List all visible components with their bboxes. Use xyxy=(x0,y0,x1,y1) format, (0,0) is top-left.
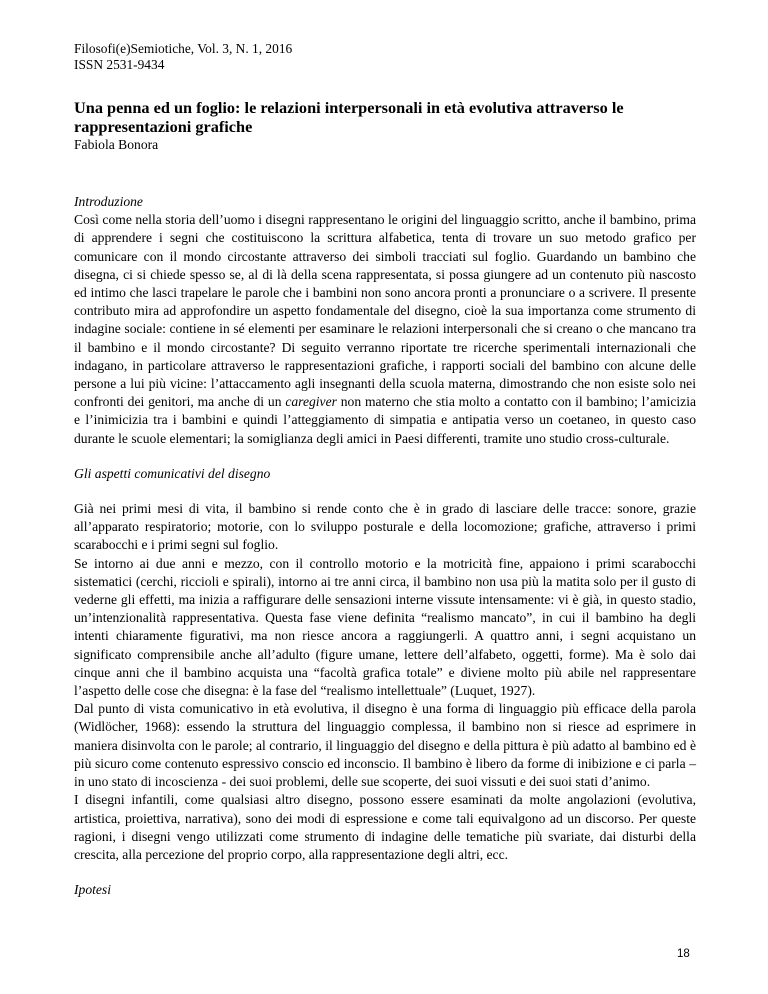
comm-paragraph-1: Già nei primi mesi di vita, il bambino si rende conto che è in grado di lasciare delle tracce: sonore, grazie all’apparato respiratorio; motorie, con lo sviluppo posturale e della locomozione; grafiche, attraverso i primi scarabocchi e i primi segni sul foglio. xyxy=(74,501,696,553)
intro-text: Così come nella storia dell’uomo i disegni rappresentano le origini del linguaggio scritto, anche il bambino, prima di apprendere i segni che costituiscono la scrittura alfabetica, tenta di trovare un suo metodo grafico per comunicare con il mondo circostante attraverso dei simboli tracciati sul foglio. Guardando un bambino che disegna, ci si chiede spesso se, al di là della scena rappresentata, si possa giungere ad un contenuto più nascosto ed intimo che lasci trapelare le parole che i bambini non sono ancora pronti a pronunciare o a scrivere. Il presente contributo mira ad approfondire un aspetto fondamentale del disegno, cioè la sua importanza come strumento di indagine sociale: contiene in sé elementi per esaminare le relazioni interpersonali che si creano o che mancano tra il bambino e il mondo circostante? Di seguito verranno riportate tre ricerche sperimentali internazionali che indagano, in particolare attraverso le rappresentazioni grafiche, i rapporti sociali del bambino con alcune delle persone a lui più vicine: l’attaccamento agli insegnanti della scuola materna, dimostrando che non esiste solo nei confronti dei genitori, ma anche di un xyxy=(74,212,696,410)
article-title: Una penna ed un foglio: le relazioni interpersonali in età evolutiva attraverso le rappresentazioni grafiche xyxy=(74,98,624,136)
caregiver-term: caregiver xyxy=(285,394,337,410)
section-heading-ipotesi: Ipotesi xyxy=(74,882,111,898)
section-heading-aspetti-comunicativi: Gli aspetti comunicativi del disegno xyxy=(74,465,271,481)
intro-paragraph xyxy=(74,211,696,448)
journal-name: Filosofi(e)Semiotiche, Vol. 3, N. 1, 2016 xyxy=(74,41,293,56)
intro-text-end: non materno che stia molto a contatto con il bambino; l’amicizia e l’inimicizia tra i bambini e quindi l’atteggiamento di simpatia e antipatia verso un coetaneo, in questo caso durante le scuole elementari; la somiglianza degli amici in Paesi differenti, tramite uno studio cross-culturale. xyxy=(74,394,697,446)
comm-paragraph-3: Dal punto di vista comunicativo in età evolutiva, il disegno è una forma di linguaggio più efficace della parola (Widlöcher, 1968): essendo la struttura del linguaggio complessa, il bambino non si riesce ad esprimere in maniera disinvolta con le parole; al contrario, il linguaggio del disegno e della pittura è più adatto al bambino ed è più sicuro come contenuto espressivo conscio ed inconscio. Il bambino è libero da forme di inibizione e ci parla – in uno stato di incoscienza - dei suoi problemi, delle sue scoperte, dei suoi vissuti e dei suoi stati d’animo. xyxy=(74,701,696,790)
article-body xyxy=(74,193,696,899)
comm-paragraph-2: Se intorno ai due anni e mezzo, con il controllo motorio e la motricità fine, appaiono i primi scarabocchi sistematici (cerchi, riccioli e spirali), intorno ai tre anni circa, il bambino non usa più la matita solo per il gusto di vederne gli effetti, ma inizia a raffigurare delle sensazioni interne vissute intensamente: vi è già, in questo stadio, un’intenzionalità rappresentativa. Questa fase viene definita “realismo mancato”, in cui il bambino ha degli intenti chiaramente figurativi, ma non riesce ancora a raggiungerli. A quattro anni, i segni acquistano un significato comprensibile anche all’adulto (figure umane, lettere dell’alfabeto, oggetti, forme). Ma è solo dai cinque anni che il bambino acquista una “facoltà grafica totale” e diviene molto più abile nel rappresentare l’aspetto delle cose che disegna: è la fase del “realismo intellettuale” (Luquet, 1927). xyxy=(74,555,696,699)
journal-header xyxy=(74,41,292,73)
comm-paragraph-4: I disegni infantili, come qualsiasi altro disegno, possono essere esaminati da molte angolazioni (evolutiva, artistica, proiettiva, narrativa), sono dei modi di espressione e come tali equivalgono ad un discorso. Per queste ragioni, i disegni vengo utilizzati come strumento di indagine delle tematiche più svariate, dai disturbi della crescita, alla percezione del proprio corpo, alla rappresentazione degli altri, ecc. xyxy=(74,792,696,862)
page-number: 18 xyxy=(677,948,690,960)
author-name: Fabiola Bonora xyxy=(74,137,159,152)
issn: ISSN 2531-9434 xyxy=(74,57,165,72)
section-heading-introduzione: Introduzione xyxy=(74,194,143,209)
